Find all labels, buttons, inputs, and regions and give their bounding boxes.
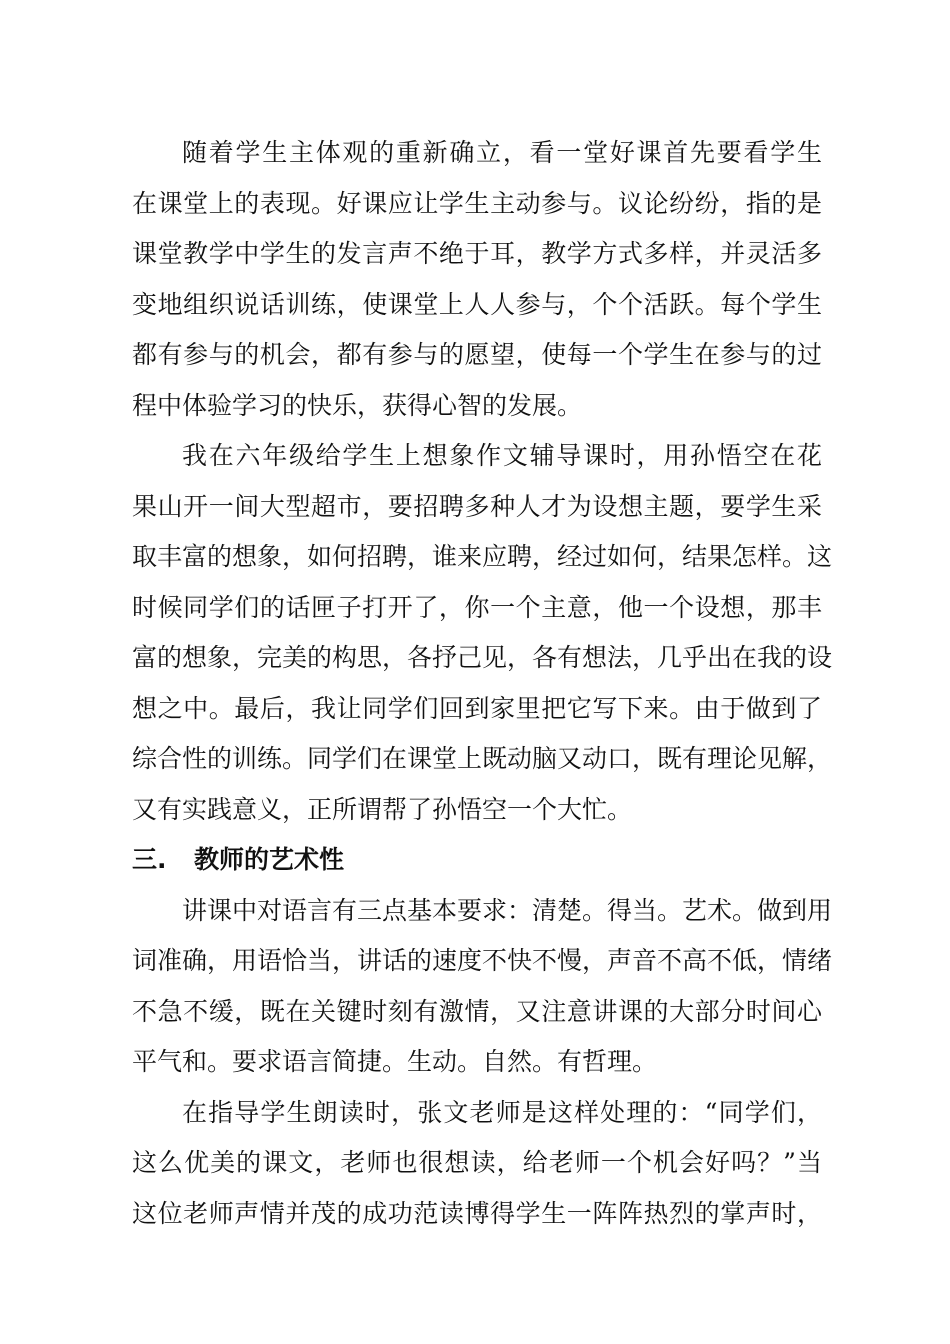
paragraph-line: 想之中。最后，我让同学们回到家里把它写下来。由于做到了	[132, 693, 822, 723]
paragraph-line: 富的想象，完美的构思，各抒己见，各有想法，几乎出在我的设	[132, 643, 833, 672]
document-body	[132, 128, 833, 1239]
section-heading	[132, 835, 822, 886]
paragraph-line: 课堂教学中学生的发言声不绝于耳，教学方式多样，并灵活多	[132, 239, 822, 268]
paragraph-line: 变地组织说话训练，使课堂上人人参与，个个活跃。每个学生	[132, 289, 822, 319]
paragraph-line: 在指导学生朗读时，张文老师是这样处理的：“同学们，	[182, 1097, 822, 1127]
section-title: 教师的艺术性	[194, 845, 345, 874]
paragraph-line: 我在六年级给学生上想象作文辅导课时，用孙悟空在花	[182, 441, 822, 470]
paragraph-line: 在课堂上的表现。好课应让学生主动参与。议论纷纷，指的是	[132, 188, 822, 218]
paragraph-line: 这么优美的课文，老师也很想读，给老师一个机会好吗？”当	[132, 1148, 822, 1177]
paragraph-line: 讲课中对语言有三点基本要求：清楚。得当。艺术。做到用	[182, 895, 833, 925]
paragraph-4	[132, 1088, 822, 1240]
paragraph-line: 这位老师声情并茂的成功范读博得学生一阵阵热烈的掌声时，	[132, 1198, 822, 1228]
paragraph-line: 果山开一间大型超市，要招聘多种人才为设想主题，要学生采	[132, 491, 822, 521]
paragraph-line: 不急不缓，既在关键时刻有激情，又注意讲课的大部分时间心	[132, 996, 822, 1026]
paragraph-line: 随着学生主体观的重新确立，看一堂好课首先要看学生	[182, 138, 822, 167]
paragraph-line: 都有参与的机会，都有参与的愿望，使每一个学生在参与的过	[132, 340, 822, 369]
paragraph-line: 综合性的训练。同学们在课堂上既动脑又动口，既有理论见解，	[132, 744, 833, 773]
paragraph-3	[132, 886, 833, 1088]
paragraph-1	[132, 128, 822, 431]
paragraph-line: 取丰富的想象，如何招聘，谁来应聘，经过如何，结果怎样。这	[132, 542, 833, 571]
paragraph-2	[132, 431, 833, 835]
paragraph-line: 又有实践意义，正所谓帮了孙悟空一个大忙。	[132, 794, 633, 824]
paragraph-line: 词准确，用语恰当，讲话的速度不快不慢，声音不高不低，情绪	[132, 946, 833, 975]
paragraph-line: 平气和。要求语言简捷。生动。自然。有哲理。	[132, 1047, 658, 1076]
paragraph-line: 时候同学们的话匣子打开了，你一个主意，他一个设想，那丰	[132, 592, 822, 622]
paragraph-line: 程中体验学习的快乐，获得心智的发展。	[132, 390, 583, 420]
section-number: 三.	[132, 845, 167, 874]
